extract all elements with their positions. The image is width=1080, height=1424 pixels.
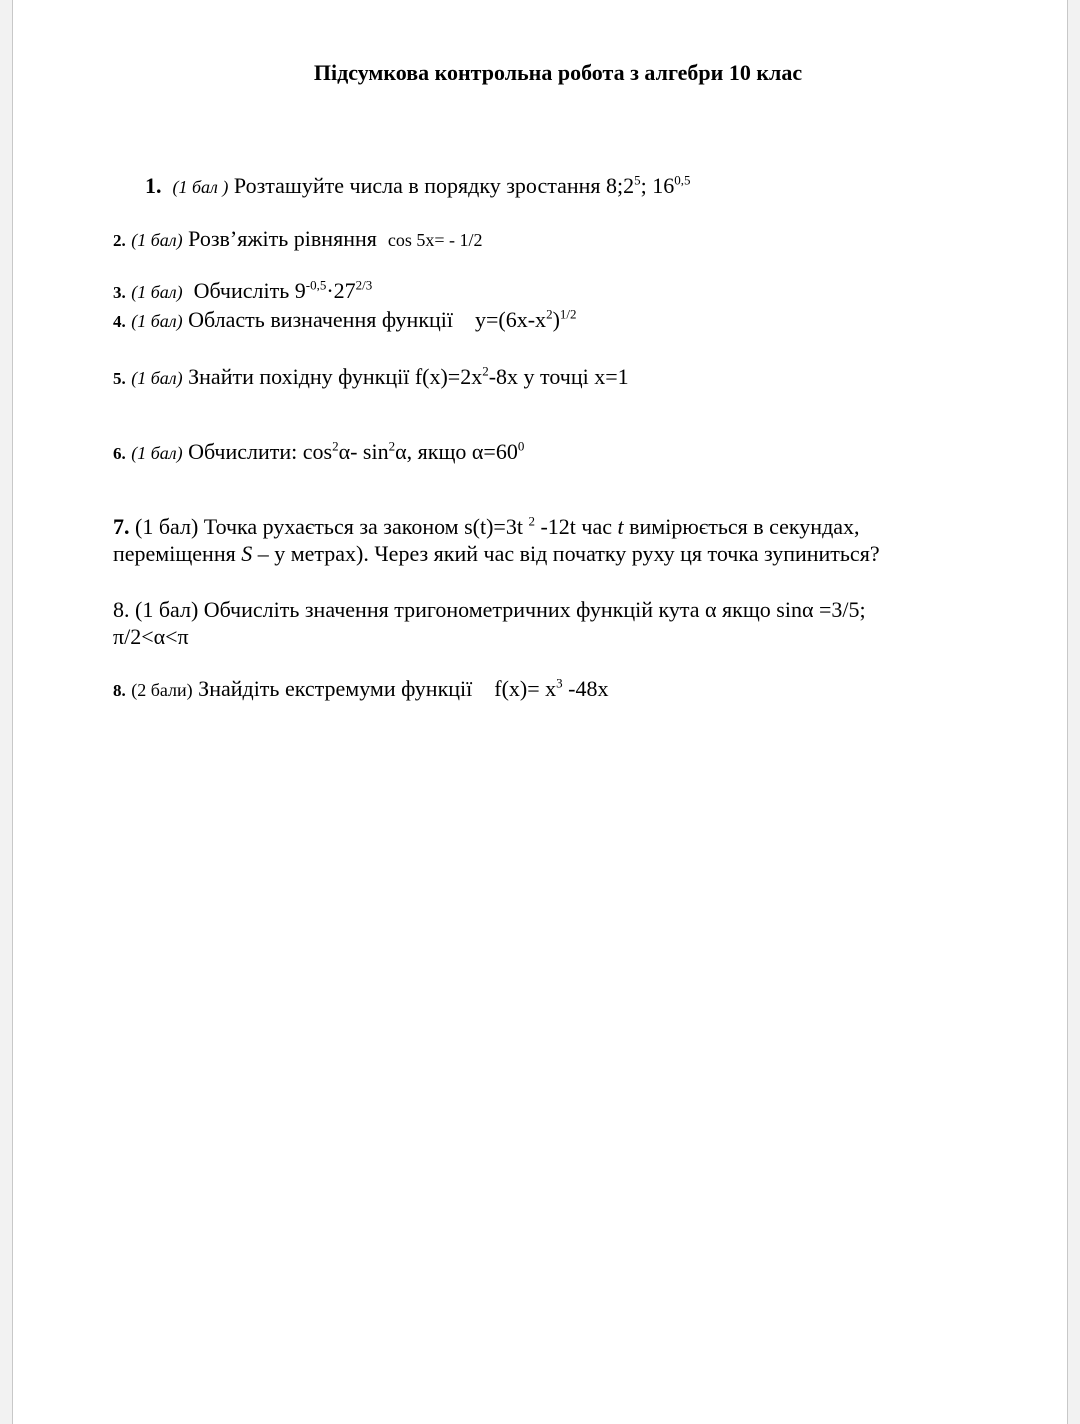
question-1-number: 1.: [145, 173, 162, 198]
question-1-exp1: 5: [634, 172, 641, 188]
question-7-text-e: – у метрах). Через який час від початку руху ця точка зупиниться?: [257, 541, 880, 566]
question-7-line-2: [113, 541, 880, 567]
question-7-t-variable: t: [617, 514, 624, 539]
question-1-text: Розташуйте числа в порядку зростання 8;2: [233, 173, 635, 198]
question-6-rest: α, якщо α=60: [395, 439, 518, 464]
question-8a-line-1: 8. (1 бал) Обчисліть значення тригонометричних функцій кута α якщо sinα =3/5;: [113, 597, 866, 622]
question-3-exp2: 2/3: [355, 277, 373, 293]
question-8b-text: Знайдіть екстремуми функції: [198, 676, 473, 701]
page-title: Підсумкова контрольна робота з алгебри 10 клас: [313, 60, 803, 85]
question-7-line-1: [113, 514, 860, 540]
question-6-mid: α- sin: [338, 439, 389, 464]
question-3-exp1: -0,5: [305, 277, 327, 293]
question-5: [113, 364, 629, 390]
question-5-rest: -8x у точці x=1: [488, 364, 629, 389]
question-3-number: 3.: [113, 283, 126, 302]
question-4-points: (1 бал): [131, 311, 183, 331]
question-2: [113, 226, 483, 252]
question-3-points: (1 бал): [131, 282, 183, 302]
question-6-exp2: 2: [388, 438, 396, 454]
question-4-text: Область визначення функції: [188, 307, 453, 332]
question-6-points: (1 бал): [131, 443, 183, 463]
question-5-number: 5.: [113, 369, 126, 388]
question-2-number: 2.: [113, 231, 126, 250]
question-8b-number: 8.: [113, 681, 126, 700]
question-7-number: 7.: [113, 514, 130, 539]
question-2-text: Розв’яжіть рівняння: [188, 226, 377, 251]
question-4-exp1: 2: [546, 306, 553, 322]
question-4: [113, 307, 577, 333]
question-7-text-b: -12t час: [540, 514, 612, 539]
question-5-exp: 2: [482, 363, 489, 379]
question-4-close: ): [552, 307, 560, 332]
question-8b-exp: 3: [556, 675, 563, 691]
question-4-number: 4.: [113, 312, 126, 331]
question-6-number: 6.: [113, 444, 126, 463]
question-8b-points: (2 бали): [131, 680, 193, 700]
question-4-expression: y=(6x-x: [475, 307, 547, 332]
question-4-exp2: 1/2: [559, 306, 577, 322]
question-5-points: (1 бал): [131, 368, 183, 388]
question-8b-rest: -48x: [568, 676, 609, 701]
question-3: [113, 278, 372, 304]
question-1: [145, 173, 691, 199]
question-7-exp: 2: [528, 513, 535, 529]
question-2-expression: cos 5x= - 1/2: [387, 230, 483, 250]
question-7-text-a: (1 бал) Точка рухається за законом s(t)=3t: [135, 514, 523, 539]
question-1-points: (1 бал ): [172, 177, 229, 197]
question-7-s-variable: S: [241, 541, 253, 566]
question-7-text-d: переміщення: [113, 541, 236, 566]
question-8b-expression: f(x)= x: [494, 676, 557, 701]
question-5-text: Знайти похідну функції f(x)=2x: [188, 364, 483, 389]
question-6-exp1: 2: [332, 438, 339, 454]
question-7-text-c: вимірюється в секундах,: [629, 514, 860, 539]
question-6-exp3: 0: [517, 438, 525, 454]
question-1-exp2: 0,5: [674, 172, 691, 188]
question-3-mid: ·27: [326, 278, 356, 303]
question-1-sep: ; 16: [640, 173, 675, 198]
question-8b: [113, 676, 609, 702]
question-6: [113, 439, 524, 465]
question-6-text: Обчислити: cos: [188, 439, 333, 464]
question-2-points: (1 бал): [131, 230, 183, 250]
question-3-text: Обчисліть 9: [193, 278, 306, 303]
question-8a-line-2: π/2<α<π: [113, 624, 189, 649]
document-page: [12, 0, 1068, 1424]
